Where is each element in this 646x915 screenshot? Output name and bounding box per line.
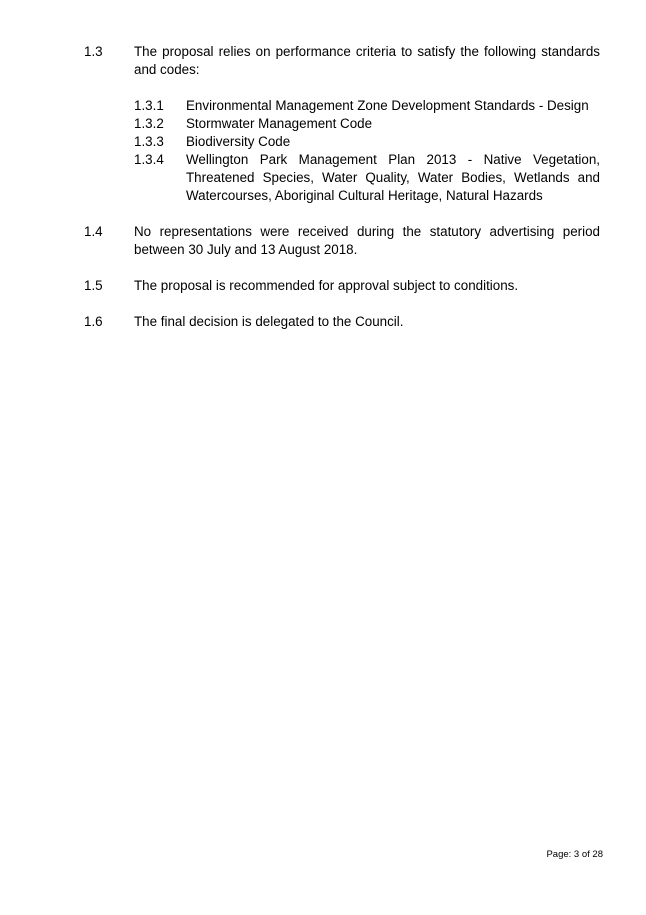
subitem-text: Stormwater Management Code xyxy=(186,116,373,131)
paragraph-text: The final decision is delegated to the Council. xyxy=(134,314,404,329)
page-number-footer: Page: 3 of 28 xyxy=(546,849,603,860)
subitem-number: 1.3.3 xyxy=(134,134,164,149)
subitem-text: Environmental Management Zone Development Standards - Design xyxy=(186,98,589,113)
paragraph-number: 1.4 xyxy=(84,224,103,239)
paragraph-text: No representations were received during the statutory advertising period between 30 July and 13 August 2018. xyxy=(134,224,600,257)
subitem-text: Wellington Park Management Plan 2013 - Native Vegetation, Threatened Species, Water Quality, Water Bodies, Wetlands and Watercourses, Aboriginal Cultural Heritage, Natural Hazards xyxy=(186,152,600,203)
subitem-number: 1.3.2 xyxy=(134,116,164,131)
subitem-text: Biodiversity Code xyxy=(186,134,291,149)
paragraph-number: 1.3 xyxy=(84,44,103,59)
paragraph-number: 1.6 xyxy=(84,314,103,329)
paragraph-text: The proposal is recommended for approval subject to conditions. xyxy=(134,278,519,293)
subitem-number: 1.3.4 xyxy=(134,152,164,167)
paragraph-text: The proposal relies on performance criteria to satisfy the following standards and codes: xyxy=(134,44,600,77)
paragraph-number: 1.5 xyxy=(84,278,103,293)
subitem-number: 1.3.1 xyxy=(134,98,164,113)
